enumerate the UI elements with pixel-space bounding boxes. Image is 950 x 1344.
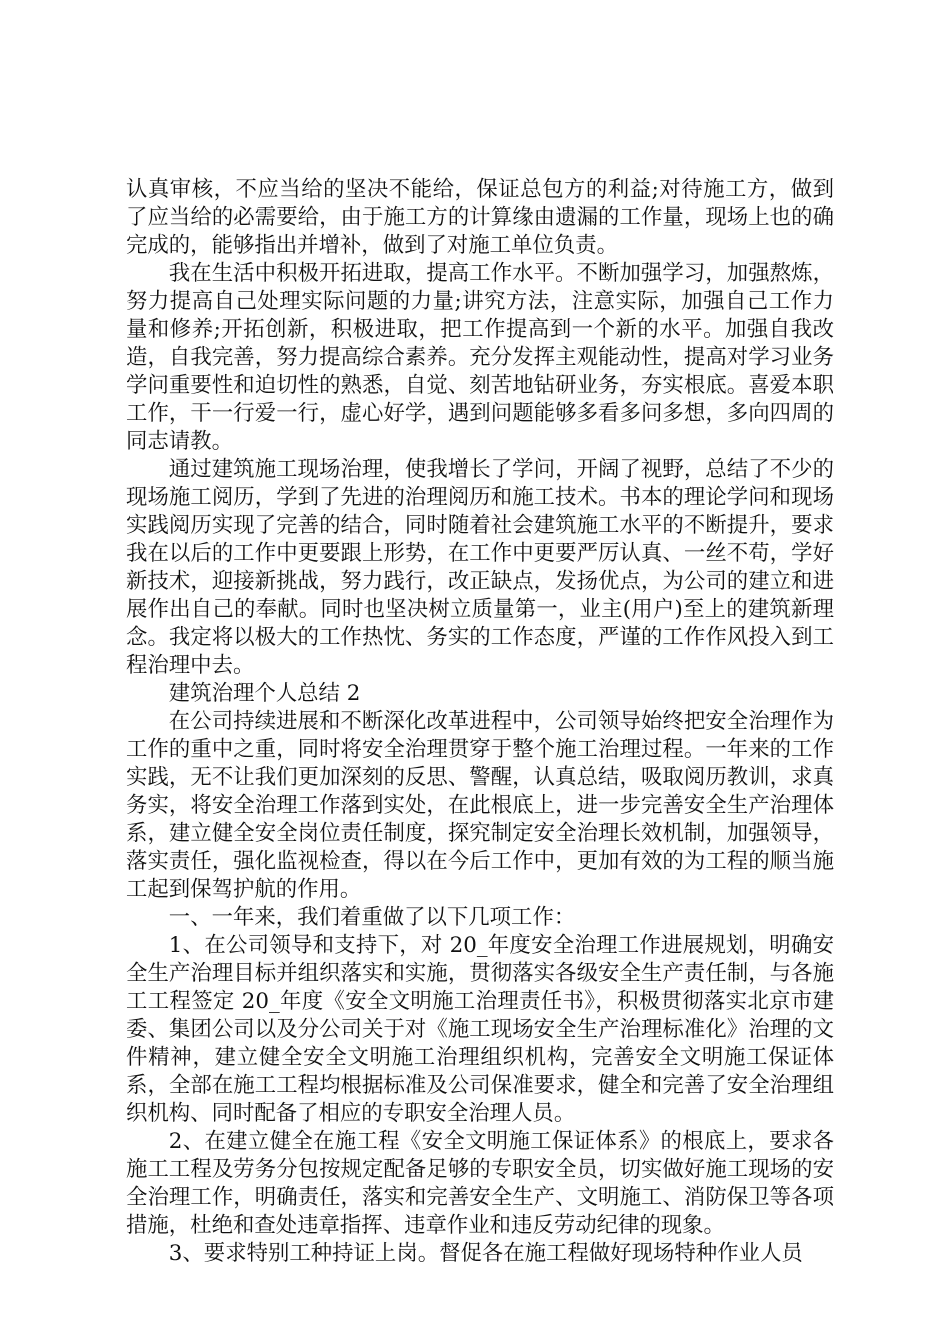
paragraph-2: 我在生活中积极开拓进取，提高工作水平。不断加强学习，加强熬炼，努力提高自己处理实际问题的力量;讲究方法，注意实际，加强自己工作力量和修养;开拓创新，积极进取，把工作提高到一个新的水平。加强自我改造，自我完善，努力提高综合素养。充分发挥主观能动性，提高对学习业务学问重要性和迫切性的熟悉，自觉、刻苦地钻研业务，夯实根底。喜爱本职工作，干一行爱一行，虚心好学，遇到问题能够多看多问多想，多向四周的同志请教。 <box>126 261 834 454</box>
paragraph-8: 2、在建立健全在施工程《安全文明施工保证体系》的根底上，要求各施工工程及劳务分包按规定配备足够的专职安全员，切实做好施工现场的安全治理工作，明确责任，落实和完善安全生产、文明施工、消防保卫等各项措施，杜绝和查处违章指挥、违章作业和违反劳动纪律的现象。 <box>126 1129 834 1238</box>
paragraph-3: 通过建筑施工现场治理，使我增长了学问，开阔了视野，总结了不少的现场施工阅历，学到了先进的治理阅历和施工技术。书本的理论学问和现场实践阅历实现了完善的结合，同时随着社会建筑施工水平的不断提升，要求我在以后的工作中更要跟上形势，在工作中更要严厉认真、一丝不苟，学好新技术，迎接新挑战，努力践行，改正缺点，发扬优点，为公司的建立和进展作出自己的奉献。同时也坚决树立质量第一，业主(用户)至上的建筑新理念。我定将以极大的工作热忱、务实的工作态度，严谨的工作作风投入到工程治理中去。 <box>126 457 834 678</box>
paragraph-9: 3、要求特别工种持证上岗。督促各在施工程做好现场特种作业人员 <box>168 1241 803 1266</box>
paragraph-1: 认真审核，不应当给的坚决不能给，保证总包方的利益;对待施工方，做到了应当给的必需要给，由于施工方的计算缘由遗漏的工作量，现场上也的确完成的，能够指出并增补，做到了对施工单位负责。 <box>126 177 834 258</box>
paragraph-6: 一、一年来，我们着重做了以下几项工作： <box>168 905 576 930</box>
section-heading: 建筑治理个人总结 2 <box>168 681 361 706</box>
paragraph-5: 在公司持续进展和不断深化改革进程中，公司领导始终把安全治理作为工作的重中之重，同时将安全治理贯穿于整个施工治理过程。一年来的工作实践，无不让我们更加深刻的反思、警醒，认真总结，吸取阅历教训，求真务实，将安全治理工作落到实处，在此根底上，进一步完善安全生产治理体系，建立健全安全岗位责任制度，探究制定安全治理长效机制，加强领导，落实责任，强化监视检查，得以在今后工作中，更加有效的为工程的顺当施工起到保驾护航的作用。 <box>126 709 834 902</box>
paragraph-7: 1、在公司领导和支持下，对 20_年度安全治理工作进展规划，明确安全生产治理目标并组织落实和实施，贯彻落实各级安全生产责任制，与各施工工程签定 20_年度《安全文明施工治理责任书》，积极贯彻落实北京市建委、集团公司以及分公司关于对《施工现场安全生产治理标准化》治理的文件精神，建立健全安全文明施工治理组织机构，完善安全文明施工保证体系，全部在施工工程均根据标准及公司保准要求，健全和完善了安全治理组织机构、同时配备了相应的专职安全治理人员。 <box>126 933 834 1126</box>
document-body <box>126 176 834 1268</box>
